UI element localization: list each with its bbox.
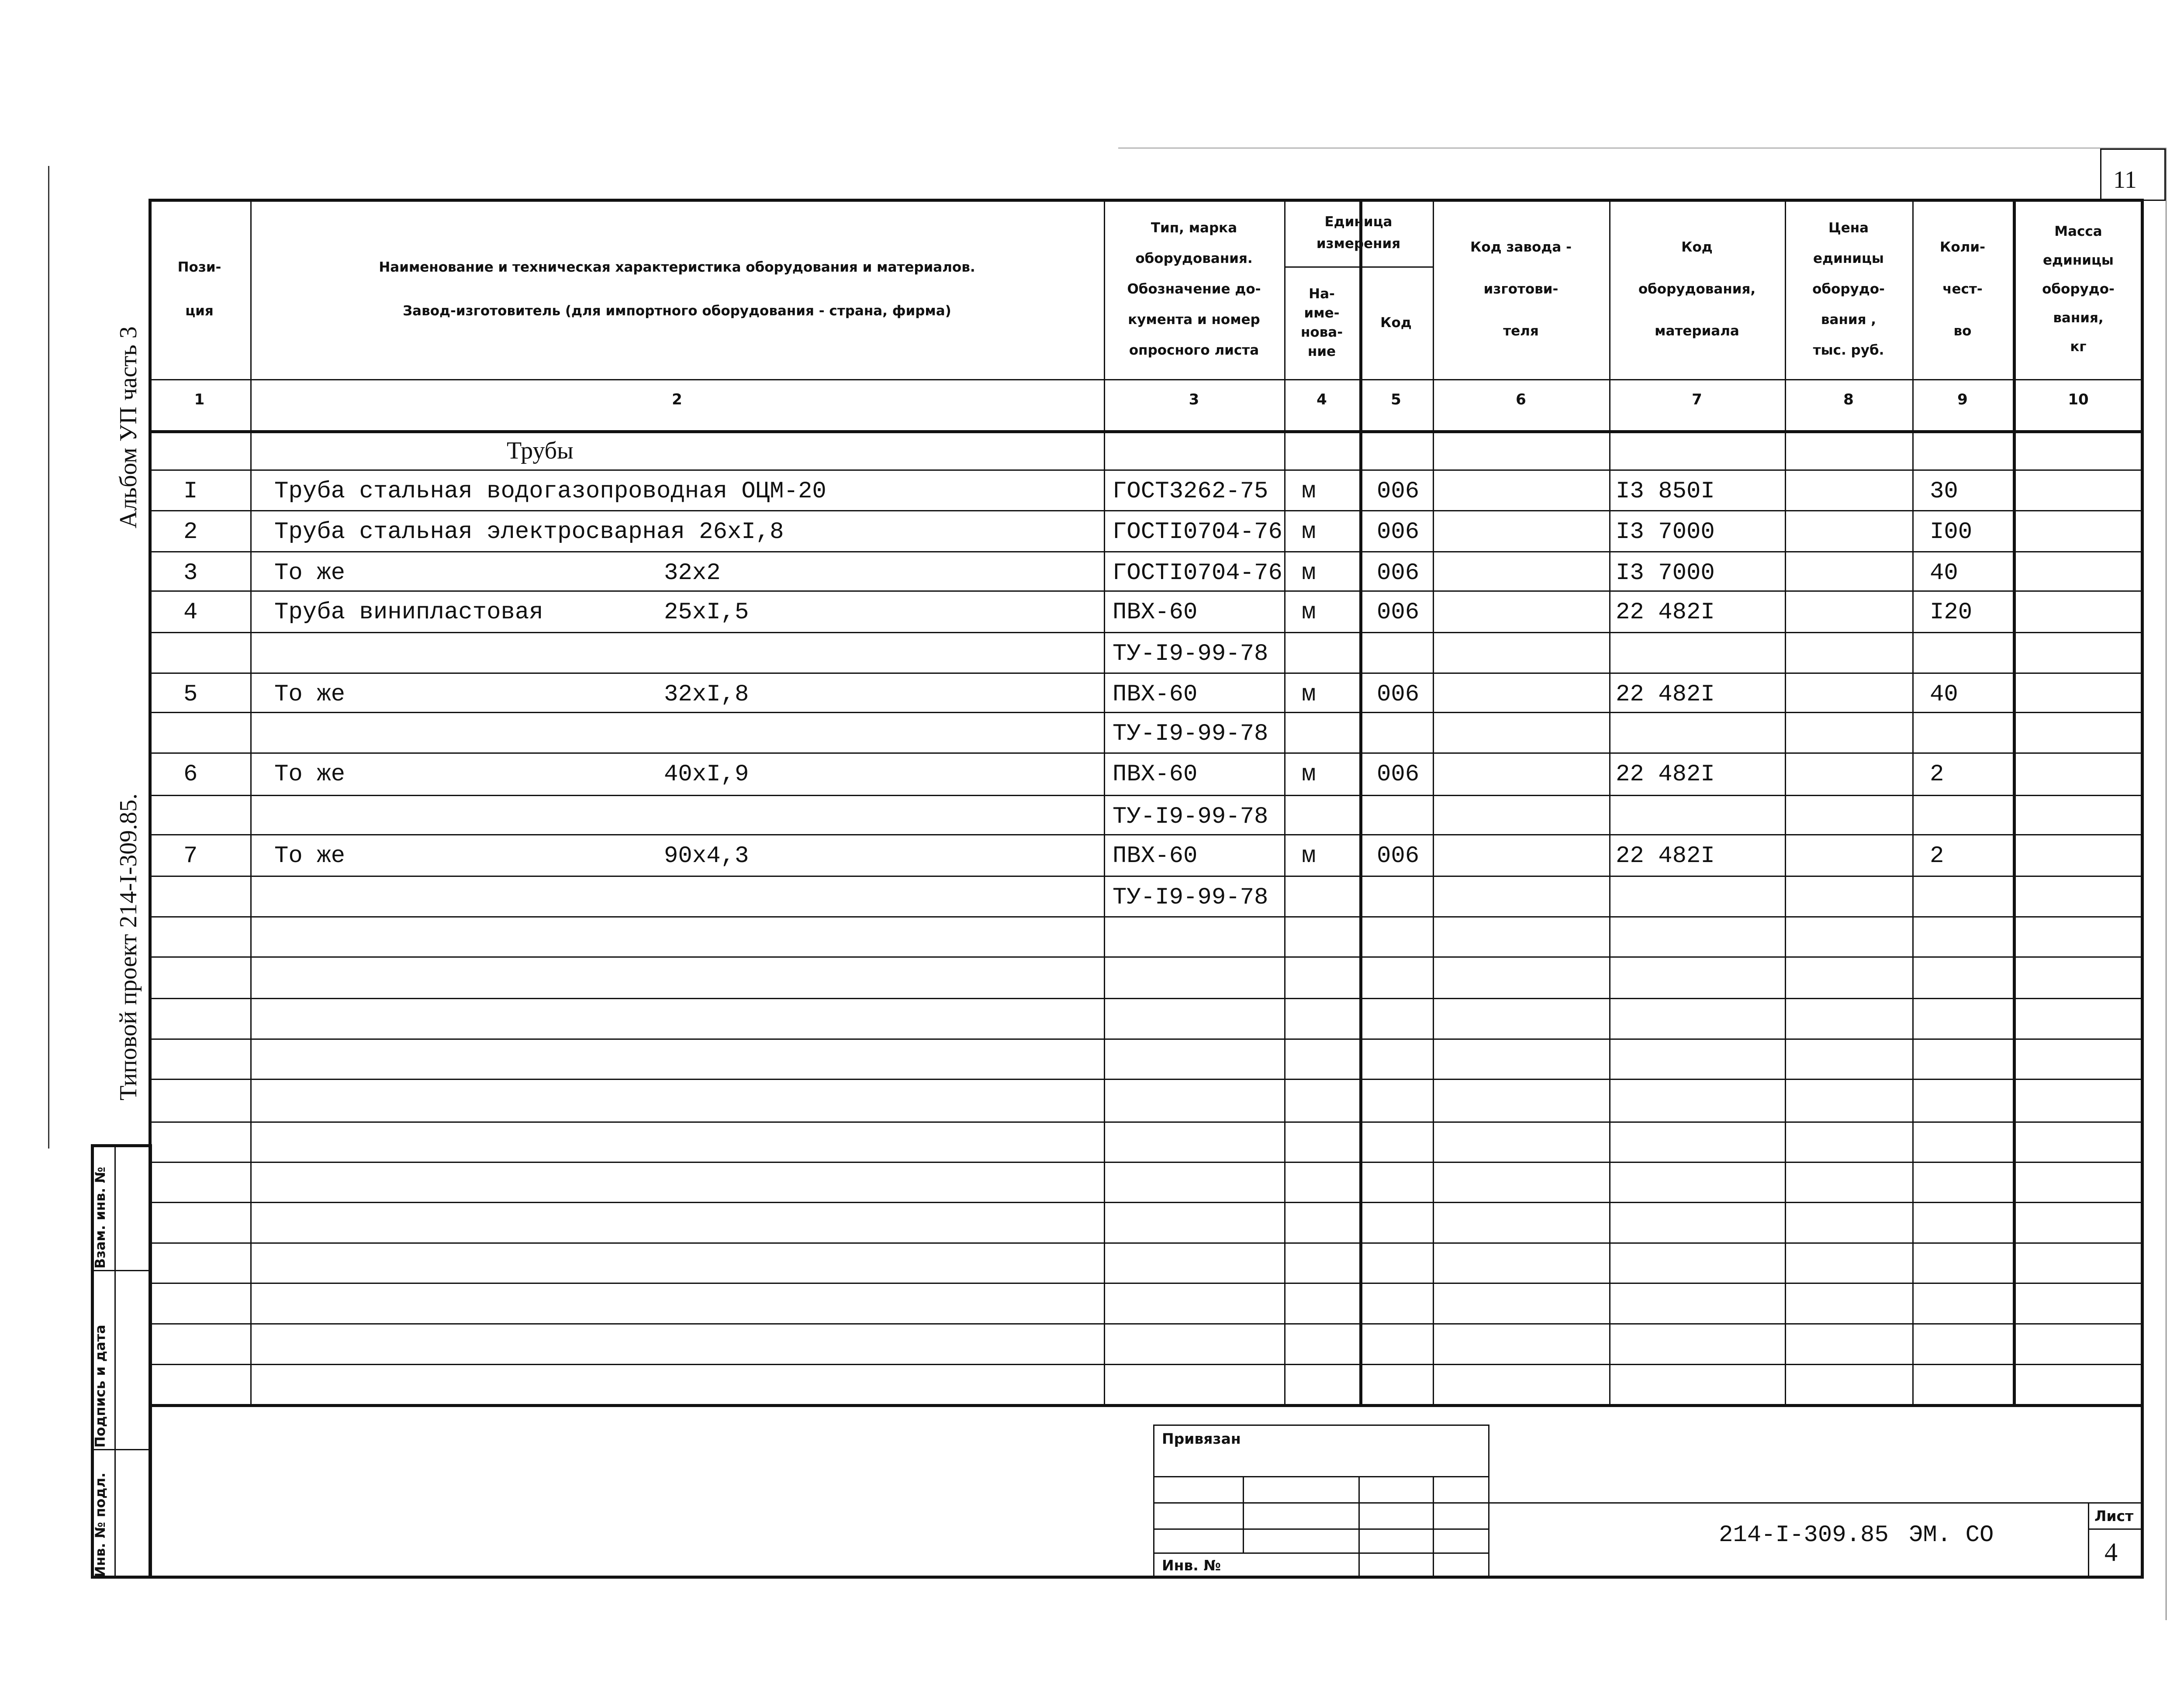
stamp-sign-date: Подпись и дата xyxy=(93,1325,108,1448)
header-line-text: оборудо- xyxy=(2042,281,2115,297)
col-number: 9 xyxy=(1957,391,1968,408)
header-line-text: ция xyxy=(185,303,214,319)
row-line xyxy=(149,956,2144,958)
col-number: 7 xyxy=(1692,391,1702,408)
row-unit: м xyxy=(1302,478,1316,505)
row-line xyxy=(149,1038,2144,1040)
corner-sheet-number: 11 xyxy=(2113,166,2137,193)
header-line-text: име- xyxy=(1304,305,1340,321)
header-col2 xyxy=(250,199,1104,379)
row-code: 006 xyxy=(1377,843,1420,869)
row-line xyxy=(149,1121,2144,1123)
row-unit: м xyxy=(1302,599,1316,626)
doc-code: 214-I-309.85 xyxy=(1719,1522,1889,1549)
row-code: 006 xyxy=(1377,519,1420,545)
row-line xyxy=(149,673,2144,674)
header-line-text: Наименование и техническая характеристика оборудования и материалов. xyxy=(379,259,975,275)
col-number: 1 xyxy=(194,391,205,408)
row-qty: 40 xyxy=(1930,681,1958,708)
row-code: 006 xyxy=(1377,761,1420,788)
album-label: Альбом УП часть 3 xyxy=(115,326,142,528)
header-line-text: Код xyxy=(1681,239,1713,255)
header-line-text: измерения xyxy=(1316,235,1401,252)
row-position: 4 xyxy=(183,599,198,626)
header-line-text: кумента и номер xyxy=(1128,311,1260,328)
row-type: ПВХ-60 xyxy=(1113,843,1198,869)
row-line xyxy=(149,712,2144,713)
row-equip-code: I3 850I xyxy=(1616,478,1715,505)
row-type: ПВХ-60 xyxy=(1113,681,1198,708)
row-unit: м xyxy=(1302,560,1316,586)
row-name: То же xyxy=(274,681,346,708)
row-line xyxy=(149,1364,2144,1365)
row-qty: 30 xyxy=(1930,478,1958,505)
project-label: Типовой проект 214-I-309.85. xyxy=(115,793,142,1100)
header-line-text: единицы xyxy=(2043,252,2114,268)
col-number: 5 xyxy=(1391,391,1401,408)
header-line-text: Тип, марка xyxy=(1151,220,1237,236)
row-type: ПВХ-60 xyxy=(1113,761,1198,788)
header-line-text: Коли- xyxy=(1940,239,1985,255)
row-name: То же xyxy=(274,560,346,586)
row-line xyxy=(149,469,2144,471)
col-number: 6 xyxy=(1516,391,1526,408)
row-qty: 2 xyxy=(1930,761,1944,788)
row-unit: м xyxy=(1302,519,1316,545)
header-col6 xyxy=(1433,199,1609,379)
row-type: ГОСТ3262-75 xyxy=(1113,478,1268,505)
row-size: 25хI,5 xyxy=(664,599,749,626)
doc-mark: ЭМ. СО xyxy=(1909,1522,1994,1549)
row-equip-code: 22 482I xyxy=(1616,761,1715,788)
row-position: 5 xyxy=(183,681,198,708)
row-unit: м xyxy=(1302,843,1316,869)
header-col9 xyxy=(1912,199,2013,379)
privyazan-label: Привязан xyxy=(1162,1430,1241,1447)
row-type: ТУ-I9-99-78 xyxy=(1113,721,1268,747)
header-line-text: материала xyxy=(1655,323,1739,339)
row-line xyxy=(149,876,2144,877)
col-number: 4 xyxy=(1317,391,1327,408)
header-line-text: кг xyxy=(2070,338,2087,355)
row-line xyxy=(149,1242,2144,1244)
header-line-text: Обозначение до- xyxy=(1127,281,1261,297)
row-equip-code: 22 482I xyxy=(1616,599,1715,626)
header-line-text: Код завода - xyxy=(1470,239,1572,255)
row-code: 006 xyxy=(1377,560,1420,586)
row-line xyxy=(149,510,2144,511)
row-equip-code: 22 482I xyxy=(1616,843,1715,869)
stamp-inv-replace: Взам. инв. № xyxy=(93,1166,108,1269)
header-line-text: Масса xyxy=(2054,223,2102,239)
privyazan-box xyxy=(1153,1425,1489,1579)
row-position: 3 xyxy=(183,560,198,586)
header-line-text: На- xyxy=(1309,286,1335,302)
row-size: 32хI,8 xyxy=(664,681,749,708)
header-line-text: Цена xyxy=(1828,220,1869,236)
row-line xyxy=(149,916,2144,918)
col-number: 3 xyxy=(1189,391,1199,408)
header-col1 xyxy=(149,199,250,379)
row-name: Труба стальная водогазопроводная ОЦМ-20 xyxy=(274,478,826,505)
header-line-text: Единица xyxy=(1324,214,1393,230)
row-line xyxy=(149,834,2144,835)
row-name: Труба стальная электросварная 26хI,8 xyxy=(274,519,784,545)
row-type: ТУ-I9-99-78 xyxy=(1113,884,1268,911)
header-line-text: Завод-изготовитель (для импортного оборудования - страна, фирма) xyxy=(403,303,951,319)
row-code: 006 xyxy=(1377,478,1420,505)
row-code: 006 xyxy=(1377,599,1420,626)
sheet-label: Лист xyxy=(2094,1507,2134,1525)
row-type: ГОСТI0704-76 xyxy=(1113,560,1282,586)
row-type: ПВХ-60 xyxy=(1113,599,1198,626)
header-line-text: вания , xyxy=(1821,311,1876,328)
row-line xyxy=(149,1323,2144,1325)
row-position: 2 xyxy=(183,519,198,545)
header-col8 xyxy=(1785,199,1912,379)
header-col7 xyxy=(1609,199,1785,379)
table-bottom-line xyxy=(149,1404,2144,1407)
row-name: Труба винипластовая xyxy=(274,599,543,626)
header-col10 xyxy=(2013,199,2144,379)
row-line xyxy=(149,1079,2144,1080)
row-type: ГОСТI0704-76 xyxy=(1113,519,1282,545)
row-position: I xyxy=(183,478,198,505)
row-type: ТУ-I9-99-78 xyxy=(1113,641,1268,667)
row-unit: м xyxy=(1302,761,1316,788)
row-equip-code: I3 7000 xyxy=(1616,519,1715,545)
bold-box-top xyxy=(1359,430,2013,433)
row-unit: м xyxy=(1302,681,1316,708)
row-position: 7 xyxy=(183,843,198,869)
row-position: 6 xyxy=(183,761,198,788)
row-name: То же xyxy=(274,761,346,788)
row-qty: I20 xyxy=(1930,599,1973,626)
row-qty: I00 xyxy=(1930,519,1973,545)
header-line-text: оборудо- xyxy=(1812,281,1885,297)
row-line xyxy=(149,752,2144,754)
col-number: 2 xyxy=(672,391,682,408)
header-line-text: теля xyxy=(1503,323,1539,339)
header-col3 xyxy=(1104,199,1284,379)
row-line xyxy=(149,632,2144,633)
section-title: Трубы xyxy=(507,437,574,464)
row-line xyxy=(149,998,2144,999)
inv-no-label: Инв. № xyxy=(1162,1557,1221,1574)
row-code: 006 xyxy=(1377,681,1420,708)
sheet-number: 4 xyxy=(2105,1538,2118,1566)
header-line xyxy=(149,379,2144,380)
row-equip-code: 22 482I xyxy=(1616,681,1715,708)
header-line-text: чест- xyxy=(1942,281,1983,297)
row-equip-code: I3 7000 xyxy=(1616,560,1715,586)
header-col45 xyxy=(1284,199,1433,266)
header-line-text: опросного листа xyxy=(1129,342,1259,358)
header-line-text: ние xyxy=(1307,344,1336,359)
row-qty: 2 xyxy=(1930,843,1944,869)
row-line xyxy=(149,551,2144,552)
header-col5 xyxy=(1359,266,1433,379)
row-name: То же xyxy=(274,843,346,869)
header-line-text: тыс. руб. xyxy=(1813,342,1884,358)
header-line-text: во xyxy=(1953,323,1972,339)
row-line xyxy=(149,590,2144,592)
col-number: 10 xyxy=(2068,391,2089,408)
row-size: 90х4,3 xyxy=(664,843,749,869)
row-type: ТУ-I9-99-78 xyxy=(1113,804,1268,830)
row-size: 32х2 xyxy=(664,560,721,586)
header-line-text: вания, xyxy=(2053,310,2104,326)
row-size: 40хI,9 xyxy=(664,761,749,788)
header-line-text: изготови- xyxy=(1483,281,1559,297)
col-number: 8 xyxy=(1843,391,1854,408)
row-qty: 40 xyxy=(1930,560,1958,586)
stamp-inv-orig: Инв. № подл. xyxy=(93,1473,108,1577)
header-line-text: оборудования, xyxy=(1638,281,1756,297)
header-line-text: Код xyxy=(1380,315,1412,331)
header-line-text: оборудования. xyxy=(1135,250,1253,266)
header-col4 xyxy=(1284,266,1359,379)
header-line-text: Пози- xyxy=(177,259,221,275)
row-line xyxy=(149,1202,2144,1203)
header-line-text: нова- xyxy=(1300,324,1343,340)
row-line xyxy=(149,1162,2144,1163)
row-line xyxy=(149,1283,2144,1284)
header-line-text: единицы xyxy=(1813,250,1884,266)
row-line xyxy=(149,795,2144,796)
